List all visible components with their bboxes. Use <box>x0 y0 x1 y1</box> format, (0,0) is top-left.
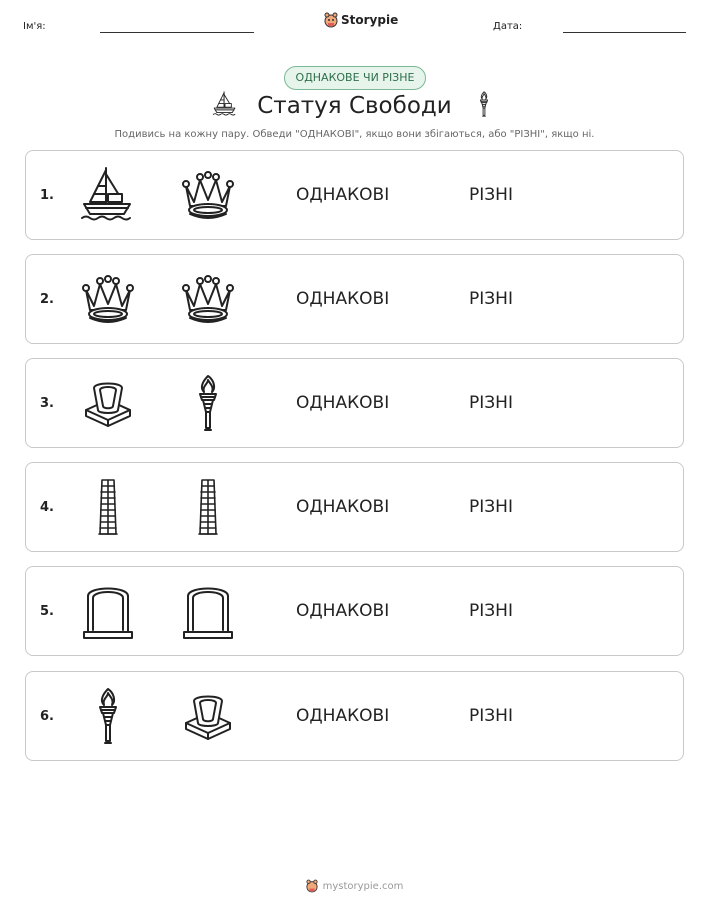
row-number: 6. <box>40 708 54 724</box>
row-number: 5. <box>40 603 54 619</box>
boat-icon <box>211 90 239 122</box>
different-option[interactable]: РІЗНІ <box>469 393 513 413</box>
pedestal-icon <box>178 685 238 747</box>
different-option[interactable]: РІЗНІ <box>469 706 513 726</box>
crown-icon <box>78 268 138 330</box>
instructions: Подивись на кожну пару. Обведи "ОДНАКОВІ", якщо вони збігаються, або "РІЗНІ", якщо ні. <box>114 129 595 140</box>
row-number: 4. <box>40 499 54 515</box>
crown-icon <box>178 268 238 330</box>
date-field-line[interactable] <box>563 32 686 33</box>
pair-row <box>25 358 684 448</box>
pair-row <box>25 462 684 552</box>
different-option[interactable]: РІЗНІ <box>469 185 513 205</box>
same-option[interactable]: ОДНАКОВІ <box>296 289 390 309</box>
pedestal-icon <box>78 372 138 434</box>
same-option[interactable]: ОДНАКОВІ <box>296 185 390 205</box>
mascot-icon <box>324 12 338 28</box>
different-option[interactable]: РІЗНІ <box>469 601 513 621</box>
worksheet-type-badge: ОДНАКОВЕ ЧИ РІЗНЕ <box>284 66 426 90</box>
torch-icon <box>178 372 238 434</box>
footer <box>0 879 709 893</box>
same-option[interactable]: ОДНАКОВІ <box>296 706 390 726</box>
pair-row <box>25 150 684 240</box>
footer-url: mystorypie.com <box>322 880 404 892</box>
same-option[interactable]: ОДНАКОВІ <box>296 497 390 517</box>
crown-icon <box>178 164 238 226</box>
pair-row <box>25 254 684 344</box>
same-option[interactable]: ОДНАКОВІ <box>296 601 390 621</box>
pair-row <box>25 671 684 761</box>
date-label: Дата: <box>493 21 523 32</box>
name-label: Ім'я: <box>23 21 46 32</box>
row-number: 1. <box>40 187 54 203</box>
different-option[interactable]: РІЗНІ <box>469 497 513 517</box>
column-icon <box>78 476 138 538</box>
torch-icon <box>78 685 138 747</box>
torch-icon <box>470 90 498 122</box>
same-option[interactable]: ОДНАКОВІ <box>296 393 390 413</box>
row-number: 2. <box>40 291 54 307</box>
pair-row <box>25 566 684 656</box>
tablet-icon <box>178 580 238 642</box>
title-row <box>0 90 709 122</box>
mascot-icon <box>306 879 318 893</box>
name-field-line[interactable] <box>100 32 254 33</box>
row-number: 3. <box>40 395 54 411</box>
brand-name: Storypie <box>341 13 399 27</box>
column-icon <box>178 476 238 538</box>
page-title: Статуя Свободи <box>257 93 452 119</box>
different-option[interactable]: РІЗНІ <box>469 289 513 309</box>
tablet-icon <box>78 580 138 642</box>
storypie-logo <box>324 12 398 28</box>
boat-icon <box>78 164 138 226</box>
